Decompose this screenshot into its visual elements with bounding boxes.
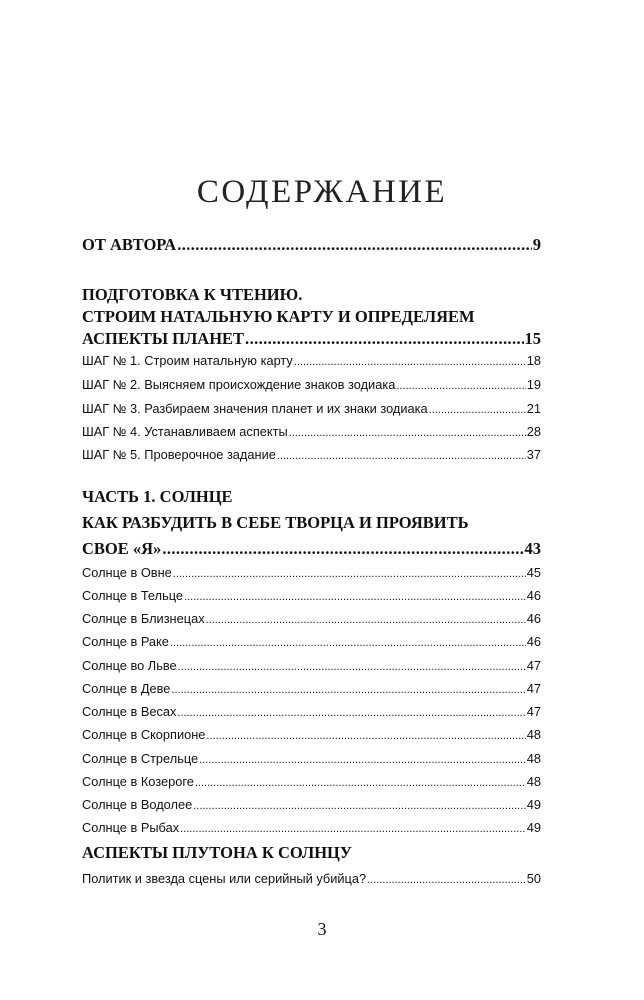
dot-leader <box>178 657 526 677</box>
dot-leader <box>206 726 525 746</box>
toc-entry-label: Солнце в Стрельце <box>82 751 199 766</box>
section-heading-preparation: ПОДГОТОВКА К ЧТЕНИЮ. <box>82 285 303 304</box>
dot-leader <box>177 703 525 723</box>
toc-entry-label: Политик и звезда сцены или серийный убийца? <box>82 871 367 886</box>
toc-entry-preparation[interactable] <box>82 328 541 350</box>
dot-leader <box>180 819 526 839</box>
dot-leader <box>177 234 532 256</box>
toc-entry-sun-sign[interactable] <box>82 632 541 653</box>
dot-leader <box>171 680 525 700</box>
dot-leader <box>289 423 526 443</box>
toc-entry-page: 48 <box>526 727 541 742</box>
toc-entry-sun-sign[interactable] <box>82 772 541 793</box>
toc-entry-step[interactable] <box>82 422 541 443</box>
dot-leader <box>294 352 526 372</box>
toc-entry-label: Солнце в Весах <box>82 704 177 719</box>
toc-entry-step[interactable] <box>82 351 541 372</box>
toc-entry-step[interactable] <box>82 375 541 396</box>
toc-entry-page: 28 <box>526 424 541 439</box>
dot-leader <box>206 610 526 630</box>
dot-leader <box>245 328 523 350</box>
toc-entry-label: Солнце в Рыбах <box>82 820 180 835</box>
toc-entry-step[interactable] <box>82 399 541 420</box>
toc-entry-label: Солнце в Раке <box>82 634 169 649</box>
toc-entry-label: ШАГ № 1. Строим натальную карту <box>82 353 293 368</box>
dot-leader <box>199 750 526 770</box>
toc-entry-label: Солнце в Деве <box>82 681 171 696</box>
dot-leader <box>193 796 526 816</box>
toc-entry-foreword[interactable] <box>82 234 541 256</box>
toc-entry-page: 48 <box>526 774 541 789</box>
dot-leader <box>277 446 526 466</box>
toc-entry-label: ШАГ № 3. Разбираем значения планет и их знаки зодиака <box>82 401 428 416</box>
toc-entry-sun-sign[interactable] <box>82 795 541 816</box>
page-title: СОДЕРЖАНИЕ <box>196 174 448 210</box>
toc-entry-page: 9 <box>532 235 541 254</box>
toc-entry-sun-sign[interactable] <box>82 656 541 677</box>
toc-entry-label: Солнце в Овне <box>82 565 172 580</box>
toc-entry-page: 45 <box>526 565 541 580</box>
toc-entry-page: 48 <box>526 751 541 766</box>
toc-entry-page: 49 <box>526 820 541 835</box>
toc-entry-page: 46 <box>526 588 541 603</box>
dot-leader <box>367 870 526 890</box>
toc-entry-page: 47 <box>526 658 541 673</box>
toc-entry-page: 43 <box>524 539 541 558</box>
toc-entry-sun-sign[interactable] <box>82 702 541 723</box>
toc-entry-pluto-aspect[interactable] <box>82 869 541 890</box>
toc-entry-page: 49 <box>526 797 541 812</box>
toc-entry-page: 47 <box>526 681 541 696</box>
toc-entry-sun-sign[interactable] <box>82 586 541 607</box>
toc-entry-page: 50 <box>526 871 541 886</box>
toc-entry-part1[interactable] <box>82 538 541 560</box>
toc-entry-sun-sign[interactable] <box>82 725 541 746</box>
toc-entry-page: 46 <box>526 634 541 649</box>
dot-leader <box>170 633 526 653</box>
toc-entry-label: ШАГ № 4. Устанавливаем аспекты <box>82 424 288 439</box>
toc-entry-page: 47 <box>526 704 541 719</box>
toc-entry-label: Солнце во Льве <box>82 658 177 673</box>
toc-entry-page: 21 <box>526 401 541 416</box>
toc-entry-page: 18 <box>526 353 541 368</box>
toc-entry-step[interactable] <box>82 445 541 466</box>
toc-entry-label: ШАГ № 2. Выясняем происхождение знаков зодиака <box>82 377 396 392</box>
section-subheading-part1: КАК РАЗБУДИТЬ В СЕБЕ ТВОРЦА И ПРОЯВИТЬ <box>82 513 469 532</box>
toc-entry-label: СВОЕ «Я» <box>82 539 162 558</box>
toc-entry-page: 46 <box>526 611 541 626</box>
dot-leader <box>162 538 523 560</box>
toc-entry-page: 15 <box>524 329 541 348</box>
toc-entry-sun-sign[interactable] <box>82 563 541 584</box>
dot-leader <box>429 400 526 420</box>
toc-entry-sun-sign[interactable] <box>82 818 541 839</box>
toc-entry-label: ОТ АВТОРА <box>82 235 177 254</box>
dot-leader <box>195 773 526 793</box>
toc-entry-page: 19 <box>526 377 541 392</box>
toc-entry-label: ШАГ № 5. Проверочное задание <box>82 447 276 462</box>
toc-entry-label: Солнце в Тельце <box>82 588 184 603</box>
dot-leader <box>184 587 526 607</box>
toc-entry-page: 37 <box>526 447 541 462</box>
toc-entry-sun-sign[interactable] <box>82 679 541 700</box>
toc-entry-label: Солнце в Козероге <box>82 774 194 789</box>
section-heading-pluto-aspects: АСПЕКТЫ ПЛУТОНА К СОЛНЦУ <box>82 843 352 862</box>
toc-entry-label: Солнце в Скорпионе <box>82 727 206 742</box>
page-number: 3 <box>317 919 327 939</box>
toc-entry-label: АСПЕКТЫ ПЛАНЕТ <box>82 329 245 348</box>
toc-entry-label: Солнце в Водолее <box>82 797 193 812</box>
toc-entry-sun-sign[interactable] <box>82 749 541 770</box>
toc-entry-label: Солнце в Близнецах <box>82 611 205 626</box>
dot-leader <box>173 564 526 584</box>
section-heading-part1: ЧАСТЬ 1. СОЛНЦЕ <box>82 487 233 506</box>
toc-entry-sun-sign[interactable] <box>82 609 541 630</box>
section-subheading-preparation: СТРОИМ НАТАЛЬНУЮ КАРТУ И ОПРЕДЕЛЯЕМ <box>82 307 475 326</box>
dot-leader <box>396 376 525 396</box>
